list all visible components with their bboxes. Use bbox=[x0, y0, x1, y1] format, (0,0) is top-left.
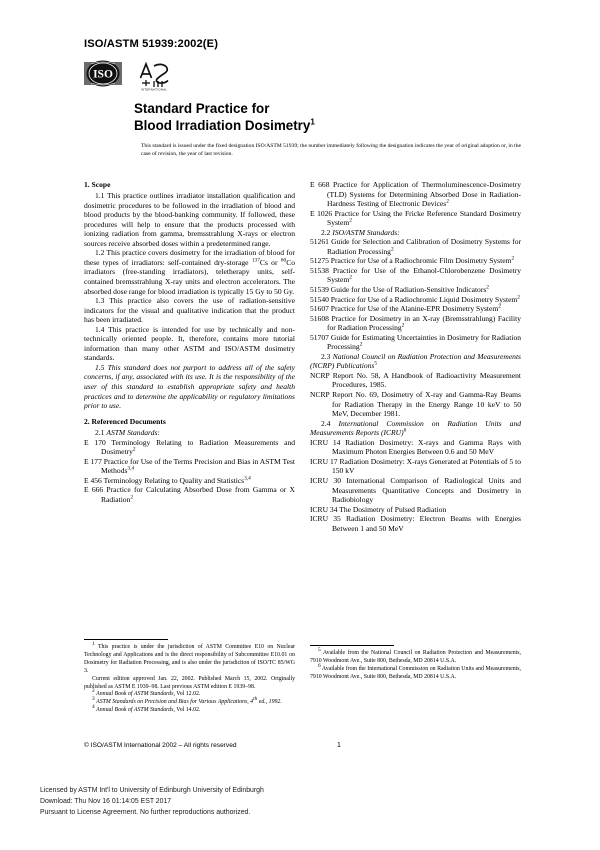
reference-51607: 51607 Practice for Use of the Alanine-EPR Dosimetry System$^2$ bbox=[310, 303, 501, 314]
reference-e170: E 170 Terminology Relating to Radiation Measurements and Dosimetry$^2$ bbox=[84, 437, 295, 457]
reference-icru-30: ICRU 30 International Comparison of Radiological Units and Measurements Quantitative Concepts and Dosimetry in Radiobiology bbox=[310, 475, 521, 505]
reference-51538: 51538 Practice for Use of the Ethanol-Chlorobenzene Dosimetry System$^2$ bbox=[310, 265, 521, 285]
paragraph-1-1: 1.1 This practice outlines irradiator installation qualification and dosimetric procedures to be followed in the irradiation of blood and blood products by the blood-banking community. If followed, these procedures will help to ensure that the products processed with ionizing radiation from gamma, bremsstrahlung X-rays or electron sources receive absorbed doses within a predetermined range. bbox=[84, 191, 295, 248]
reference-51707: 51707 Guide for Estimating Uncertainties in Dosimetry for Radiation Processing$^2$ bbox=[310, 332, 521, 352]
document-number: ISO/ASTM 51939:2002(E) bbox=[84, 38, 219, 50]
subheading-2-1: 2.1 ASTM Standards: bbox=[95, 428, 160, 438]
license-line-1: Licensed by ASTM Int'l to University of Edinburgh University of Edinburgh bbox=[40, 787, 264, 794]
svg-text:ISO: ISO bbox=[93, 68, 113, 81]
footnote-5: $^5$ Available from the National Council on Radiation Protection and Measurements, 7910 Woodmont Ave., Suite 800, Bethesda, MD 20814 U.S.A. bbox=[310, 647, 522, 664]
reference-icru-17: ICRU 17 Radiation Dosimetry: X-rays Generated at Potentials of 5 to 150 kV bbox=[310, 456, 521, 476]
footnotes-left bbox=[84, 641, 295, 715]
subheading-2-4: 2.4 International Commission on Radiation Units and Measurements Reports (ICRU)$^6$ bbox=[310, 418, 521, 438]
astm-logo bbox=[136, 58, 172, 91]
license-line-2: Download: Thu Nov 16 01:14:05 EST 2017 bbox=[40, 798, 172, 806]
reference-e177: E 177 Practice for Use of the Terms Precision and Bias in ASTM Test Methods$^{3,4}$ bbox=[84, 456, 295, 476]
footnote-divider-right bbox=[310, 645, 394, 646]
subheading-2-2: 2.2 ISO/ASTM Standards: bbox=[321, 227, 400, 237]
footnote-6: $^6$ Available from the International Commission on Radiation Units and Measurements, 7910 Woodmont Ave., Suite 800, Bethesda, MD 20814 U.S.A. bbox=[310, 662, 521, 680]
svg-text:INTERNATIONAL: INTERNATIONAL bbox=[140, 87, 168, 91]
license-notice bbox=[40, 785, 264, 819]
license-line-3: Pursuant to License Agreement. No further reproductions authorized. bbox=[40, 809, 251, 817]
subheading-2-3: 2.3 National Council on Radiation Protection and Measurements (NCRP) Publications$^5$ bbox=[310, 351, 521, 371]
footnote-edition-info: Current edition approved Jan. 22, 2002. Published March 15, 2002. Originally published as ASTM E 1939–98. Last previous ASTM edition E 1939–98. bbox=[84, 675, 295, 690]
footnote-divider-left bbox=[84, 639, 168, 640]
reference-ncrp-58: NCRP Report No. 58, A Handbook of Radioactivity Measurement Procedures, 1985. bbox=[310, 370, 521, 390]
footnote-2: $^2$ Annual Book of ASTM Standards, Vol 12.02. bbox=[92, 688, 201, 698]
reference-e666: E 666 Practice for Calculating Absorbed Dose from Gamma or X Radiation$^2$ bbox=[84, 485, 295, 504]
reference-51275: 51275 Practice for Use of a Radiochromic Film Dosimetry System$^2$ bbox=[310, 255, 515, 266]
reference-51608: 51608 Practice for Dosimetry in an X-ray (Bremsstrahlung) Facility for Radiation Processing$^2$ bbox=[310, 313, 521, 333]
heading-scope: 1. Scope bbox=[84, 180, 111, 189]
paragraph-1-2: 1.2 This practice covers dosimetry for the irradiation of blood for these types of irradiators: self-contained dry-storage $^{137}$Cs or $^{60}$Co irradiators (free-standing irradiators), teletherapy units, self-contained bremsstrahlung X-ray units and electron accelerators. The absorbed dose range for blood irradiation is typically 15 Gy to 50 Gy. bbox=[84, 248, 295, 296]
right-column bbox=[310, 180, 521, 533]
reference-icru-35: ICRU 35 Radiation Dosimetry: Electron Beams with Energies Between 1 and 50 MeV bbox=[310, 514, 521, 533]
reference-icru-34: ICRU 34 The Dosimetry of Pulsed Radiation bbox=[310, 504, 447, 514]
reference-51539: 51539 Guide for the Use of Radiation-Sensitive Indicators$^2$ bbox=[310, 284, 489, 295]
title-line-2: Blood Irradiation Dosimetry$^1$ bbox=[134, 117, 315, 133]
iso-logo bbox=[84, 58, 122, 89]
reference-icru-14: ICRU 14 Radiation Dosimetry: X-rays and Gamma Rays with Maximum Photon Energies Between 0.6 and 50 MeV bbox=[310, 437, 521, 457]
paragraph-1-4: 1.4 This practice is intended for use by technically and non-technically oriented people. It, therefore, contains more tutorial information than many other ASTM and ISO/ASTM dosimetry standards. bbox=[84, 324, 295, 363]
page-number: 1 bbox=[337, 742, 341, 749]
heading-referenced-documents: 2. Referenced Documents bbox=[84, 417, 166, 427]
footnotes-right bbox=[310, 647, 522, 682]
reference-51261: 51261 Guide for Selection and Calibration of Dosimetry Systems for Radiation Processing$^2$ bbox=[310, 237, 521, 256]
footnote-1: $^1$ This practice is under the jurisdiction of ASTM Committee E10 on Nuclear Technology and Applications and is the direct responsibility of Subcommittee E10.01 on Dosimetry for Radiation Processing, and is also under the jurisdiction of ISO/TC 85/WG 3. bbox=[84, 641, 295, 674]
footnote-4: $^4$ Annual Book of ASTM Standards, Vol 14.02. bbox=[92, 704, 201, 714]
copyright-notice: © ISO/ASTM International 2002 – All rights reserved bbox=[84, 742, 237, 749]
isotope-mass-137: 137 bbox=[251, 257, 260, 264]
reference-e668: E 668 Practice for Application of Thermoluminescence-Dosimetry (TLD) Systems for Determining Absorbed Dose in Radiation-Hardness Testing of Electronic Devices$^2$ bbox=[310, 180, 521, 209]
title-footnote-marker: 1 bbox=[310, 117, 315, 127]
paragraph-1-3: 1.3 This practice also covers the use of radiation-sensitive indicators for the visual and qualitative indication that the product has been irradiated. bbox=[84, 296, 295, 325]
reference-ncrp-69: NCRP Report No. 69, Dosimetry of X-ray and Gamma-Ray Beams for Radiation Therapy in the Energy Range 10 keV to 50 MeV, December 1981. bbox=[310, 390, 521, 419]
reference-51540: 51540 Practice for Use of a Radiochromic Liquid Dosimetry System$^2$ bbox=[310, 294, 520, 304]
left-column bbox=[84, 180, 295, 505]
logo-group bbox=[84, 58, 172, 91]
title-line-1: Standard Practice for bbox=[134, 101, 270, 116]
standard-designation-note: This standard is issued under the fixed designation ISO/ASTM 51939; the number immediately following the designation indicates the year of original adoption or, in the case of revision, the year of last revision. bbox=[141, 143, 521, 158]
isotope-mass-60: 60 bbox=[280, 257, 287, 264]
paragraph-1-5: 1.5 This standard does not purport to address all of the safety concerns, if any, associated with its use. It is the responsibility of the user of this standard to establish appropriate safety and health practices and to determine the applicability or regulatory limitations prior to use. bbox=[84, 362, 295, 411]
page-title bbox=[134, 101, 315, 134]
reference-e1026: E 1026 Practice for Using the Fricke Reference Standard Dosimetry System$^2$ bbox=[310, 208, 521, 228]
reference-e456: E 456 Terminology Relating to Quality and Statistics$^{3,4}$ bbox=[84, 475, 251, 485]
footnote-3: $^3$ ASTM Standards on Precision and Bias for Various Applications, 4th ed., 1992. bbox=[92, 696, 282, 706]
